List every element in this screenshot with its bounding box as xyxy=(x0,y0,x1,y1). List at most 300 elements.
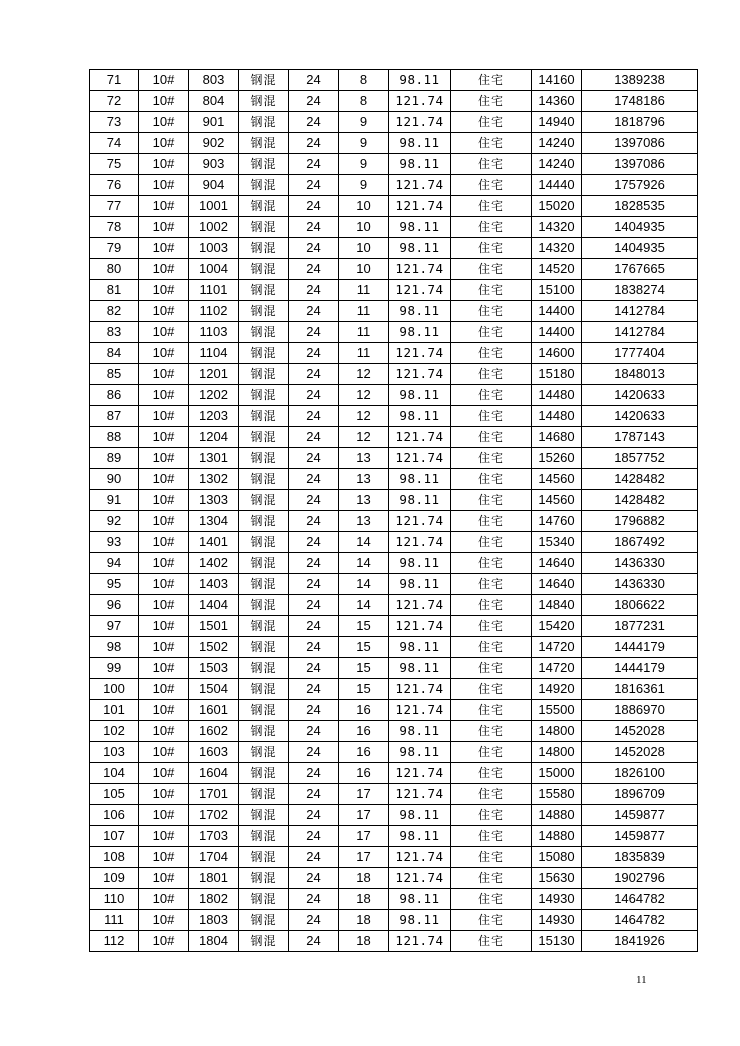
unit-price-cell: 15500 xyxy=(532,700,582,721)
row-index-cell: 102 xyxy=(90,721,139,742)
floor-cell: 15 xyxy=(339,616,389,637)
total-floors-cell: 24 xyxy=(289,490,339,511)
table-row xyxy=(90,91,698,112)
area-cell: 98.11 xyxy=(389,490,451,511)
table-row xyxy=(90,364,698,385)
structure-cell: 钢混 xyxy=(239,70,289,91)
row-index-cell: 78 xyxy=(90,217,139,238)
usage-cell: 住宅 xyxy=(451,910,532,931)
building-cell: 10# xyxy=(139,217,189,238)
floor-cell: 15 xyxy=(339,679,389,700)
table-row xyxy=(90,133,698,154)
area-cell: 121.74 xyxy=(389,259,451,280)
unit-number-cell: 1603 xyxy=(189,742,239,763)
floor-cell: 10 xyxy=(339,238,389,259)
unit-number-cell: 1103 xyxy=(189,322,239,343)
unit-price-cell: 14880 xyxy=(532,805,582,826)
building-cell: 10# xyxy=(139,553,189,574)
unit-price-cell: 15180 xyxy=(532,364,582,385)
usage-cell: 住宅 xyxy=(451,343,532,364)
total-price-cell: 1464782 xyxy=(582,910,698,931)
floor-cell: 18 xyxy=(339,931,389,952)
building-cell: 10# xyxy=(139,532,189,553)
unit-price-cell: 14720 xyxy=(532,637,582,658)
total-price-cell: 1826100 xyxy=(582,763,698,784)
table-row xyxy=(90,889,698,910)
unit-number-cell: 1704 xyxy=(189,847,239,868)
total-floors-cell: 24 xyxy=(289,826,339,847)
usage-cell: 住宅 xyxy=(451,868,532,889)
total-price-cell: 1877231 xyxy=(582,616,698,637)
structure-cell: 钢混 xyxy=(239,217,289,238)
unit-price-cell: 14680 xyxy=(532,427,582,448)
building-cell: 10# xyxy=(139,448,189,469)
unit-number-cell: 1003 xyxy=(189,238,239,259)
structure-cell: 钢混 xyxy=(239,469,289,490)
building-cell: 10# xyxy=(139,70,189,91)
usage-cell: 住宅 xyxy=(451,301,532,322)
structure-cell: 钢混 xyxy=(239,175,289,196)
area-cell: 121.74 xyxy=(389,700,451,721)
building-cell: 10# xyxy=(139,826,189,847)
unit-price-cell: 14440 xyxy=(532,175,582,196)
area-cell: 121.74 xyxy=(389,784,451,805)
usage-cell: 住宅 xyxy=(451,364,532,385)
floor-cell: 9 xyxy=(339,175,389,196)
table-row xyxy=(90,511,698,532)
unit-number-cell: 1004 xyxy=(189,259,239,280)
area-cell: 121.74 xyxy=(389,532,451,553)
total-price-cell: 1436330 xyxy=(582,574,698,595)
unit-number-cell: 1702 xyxy=(189,805,239,826)
unit-price-cell: 14930 xyxy=(532,910,582,931)
total-price-cell: 1397086 xyxy=(582,133,698,154)
row-index-cell: 89 xyxy=(90,448,139,469)
building-cell: 10# xyxy=(139,784,189,805)
unit-number-cell: 1404 xyxy=(189,595,239,616)
row-index-cell: 100 xyxy=(90,679,139,700)
area-cell: 121.74 xyxy=(389,868,451,889)
structure-cell: 钢混 xyxy=(239,931,289,952)
row-index-cell: 83 xyxy=(90,322,139,343)
structure-cell: 钢混 xyxy=(239,259,289,280)
unit-price-cell: 15130 xyxy=(532,931,582,952)
row-index-cell: 98 xyxy=(90,637,139,658)
structure-cell: 钢混 xyxy=(239,532,289,553)
row-index-cell: 91 xyxy=(90,490,139,511)
structure-cell: 钢混 xyxy=(239,364,289,385)
row-index-cell: 106 xyxy=(90,805,139,826)
unit-price-cell: 15580 xyxy=(532,784,582,805)
floor-cell: 18 xyxy=(339,868,389,889)
unit-number-cell: 1302 xyxy=(189,469,239,490)
total-price-cell: 1886970 xyxy=(582,700,698,721)
unit-number-cell: 1202 xyxy=(189,385,239,406)
building-cell: 10# xyxy=(139,574,189,595)
usage-cell: 住宅 xyxy=(451,889,532,910)
table-row xyxy=(90,238,698,259)
floor-cell: 11 xyxy=(339,343,389,364)
table-row xyxy=(90,490,698,511)
total-floors-cell: 24 xyxy=(289,364,339,385)
area-cell: 98.11 xyxy=(389,301,451,322)
area-cell: 98.11 xyxy=(389,826,451,847)
usage-cell: 住宅 xyxy=(451,553,532,574)
unit-number-cell: 1203 xyxy=(189,406,239,427)
usage-cell: 住宅 xyxy=(451,763,532,784)
building-cell: 10# xyxy=(139,427,189,448)
total-floors-cell: 24 xyxy=(289,910,339,931)
structure-cell: 钢混 xyxy=(239,742,289,763)
floor-cell: 9 xyxy=(339,133,389,154)
total-floors-cell: 24 xyxy=(289,595,339,616)
building-cell: 10# xyxy=(139,133,189,154)
total-price-cell: 1857752 xyxy=(582,448,698,469)
unit-number-cell: 1602 xyxy=(189,721,239,742)
row-index-cell: 79 xyxy=(90,238,139,259)
building-cell: 10# xyxy=(139,154,189,175)
area-cell: 121.74 xyxy=(389,427,451,448)
unit-price-cell: 14940 xyxy=(532,112,582,133)
row-index-cell: 86 xyxy=(90,385,139,406)
table-row xyxy=(90,910,698,931)
unit-price-cell: 14360 xyxy=(532,91,582,112)
building-cell: 10# xyxy=(139,259,189,280)
unit-number-cell: 904 xyxy=(189,175,239,196)
unit-number-cell: 1802 xyxy=(189,889,239,910)
table-row xyxy=(90,574,698,595)
area-cell: 121.74 xyxy=(389,595,451,616)
area-cell: 98.11 xyxy=(389,406,451,427)
structure-cell: 钢混 xyxy=(239,700,289,721)
building-cell: 10# xyxy=(139,238,189,259)
total-floors-cell: 24 xyxy=(289,616,339,637)
row-index-cell: 104 xyxy=(90,763,139,784)
unit-number-cell: 1104 xyxy=(189,343,239,364)
total-floors-cell: 24 xyxy=(289,637,339,658)
row-index-cell: 105 xyxy=(90,784,139,805)
building-cell: 10# xyxy=(139,322,189,343)
unit-price-cell: 14800 xyxy=(532,742,582,763)
floor-cell: 16 xyxy=(339,721,389,742)
building-cell: 10# xyxy=(139,196,189,217)
table-row xyxy=(90,616,698,637)
area-cell: 98.11 xyxy=(389,469,451,490)
floor-cell: 9 xyxy=(339,154,389,175)
building-cell: 10# xyxy=(139,511,189,532)
unit-price-cell: 14640 xyxy=(532,574,582,595)
unit-number-cell: 1301 xyxy=(189,448,239,469)
unit-price-cell: 14400 xyxy=(532,322,582,343)
row-index-cell: 101 xyxy=(90,700,139,721)
structure-cell: 钢混 xyxy=(239,511,289,532)
area-cell: 121.74 xyxy=(389,763,451,784)
unit-price-cell: 14520 xyxy=(532,259,582,280)
unit-price-cell: 14600 xyxy=(532,343,582,364)
total-price-cell: 1806622 xyxy=(582,595,698,616)
table-row xyxy=(90,112,698,133)
table-row xyxy=(90,637,698,658)
structure-cell: 钢混 xyxy=(239,406,289,427)
unit-price-cell: 14400 xyxy=(532,301,582,322)
table-row xyxy=(90,406,698,427)
building-cell: 10# xyxy=(139,175,189,196)
unit-number-cell: 1803 xyxy=(189,910,239,931)
area-cell: 98.11 xyxy=(389,805,451,826)
total-price-cell: 1777404 xyxy=(582,343,698,364)
table-row xyxy=(90,217,698,238)
structure-cell: 钢混 xyxy=(239,868,289,889)
floor-cell: 14 xyxy=(339,553,389,574)
usage-cell: 住宅 xyxy=(451,658,532,679)
unit-price-cell: 14930 xyxy=(532,889,582,910)
unit-price-cell: 14560 xyxy=(532,469,582,490)
structure-cell: 钢混 xyxy=(239,91,289,112)
table-row xyxy=(90,469,698,490)
structure-cell: 钢混 xyxy=(239,805,289,826)
building-cell: 10# xyxy=(139,931,189,952)
row-index-cell: 84 xyxy=(90,343,139,364)
structure-cell: 钢混 xyxy=(239,154,289,175)
total-price-cell: 1787143 xyxy=(582,427,698,448)
floor-cell: 11 xyxy=(339,280,389,301)
area-cell: 121.74 xyxy=(389,175,451,196)
area-cell: 98.11 xyxy=(389,385,451,406)
floor-cell: 11 xyxy=(339,301,389,322)
structure-cell: 钢混 xyxy=(239,910,289,931)
floor-cell: 17 xyxy=(339,784,389,805)
row-index-cell: 112 xyxy=(90,931,139,952)
table-row xyxy=(90,427,698,448)
usage-cell: 住宅 xyxy=(451,931,532,952)
structure-cell: 钢混 xyxy=(239,826,289,847)
structure-cell: 钢混 xyxy=(239,427,289,448)
usage-cell: 住宅 xyxy=(451,511,532,532)
table-row xyxy=(90,721,698,742)
total-price-cell: 1452028 xyxy=(582,742,698,763)
area-cell: 98.11 xyxy=(389,553,451,574)
unit-price-cell: 14640 xyxy=(532,553,582,574)
building-cell: 10# xyxy=(139,742,189,763)
structure-cell: 钢混 xyxy=(239,658,289,679)
total-price-cell: 1428482 xyxy=(582,469,698,490)
total-price-cell: 1444179 xyxy=(582,658,698,679)
unit-price-cell: 15000 xyxy=(532,763,582,784)
page-number: 11 xyxy=(636,974,647,986)
row-index-cell: 99 xyxy=(90,658,139,679)
unit-price-cell: 15020 xyxy=(532,196,582,217)
row-index-cell: 87 xyxy=(90,406,139,427)
row-index-cell: 77 xyxy=(90,196,139,217)
total-price-cell: 1828535 xyxy=(582,196,698,217)
total-price-cell: 1896709 xyxy=(582,784,698,805)
usage-cell: 住宅 xyxy=(451,826,532,847)
floor-cell: 12 xyxy=(339,364,389,385)
total-floors-cell: 24 xyxy=(289,406,339,427)
unit-price-cell: 14480 xyxy=(532,385,582,406)
row-index-cell: 111 xyxy=(90,910,139,931)
building-cell: 10# xyxy=(139,847,189,868)
row-index-cell: 107 xyxy=(90,826,139,847)
unit-number-cell: 1703 xyxy=(189,826,239,847)
total-floors-cell: 24 xyxy=(289,574,339,595)
total-price-cell: 1767665 xyxy=(582,259,698,280)
usage-cell: 住宅 xyxy=(451,679,532,700)
total-floors-cell: 24 xyxy=(289,448,339,469)
floor-cell: 16 xyxy=(339,742,389,763)
total-floors-cell: 24 xyxy=(289,427,339,448)
usage-cell: 住宅 xyxy=(451,91,532,112)
unit-price-cell: 15420 xyxy=(532,616,582,637)
usage-cell: 住宅 xyxy=(451,574,532,595)
total-floors-cell: 24 xyxy=(289,133,339,154)
building-cell: 10# xyxy=(139,763,189,784)
structure-cell: 钢混 xyxy=(239,553,289,574)
unit-number-cell: 1503 xyxy=(189,658,239,679)
structure-cell: 钢混 xyxy=(239,448,289,469)
row-index-cell: 73 xyxy=(90,112,139,133)
row-index-cell: 71 xyxy=(90,70,139,91)
building-cell: 10# xyxy=(139,343,189,364)
unit-number-cell: 903 xyxy=(189,154,239,175)
area-cell: 121.74 xyxy=(389,280,451,301)
unit-number-cell: 1801 xyxy=(189,868,239,889)
area-cell: 98.11 xyxy=(389,889,451,910)
building-cell: 10# xyxy=(139,805,189,826)
unit-number-cell: 1303 xyxy=(189,490,239,511)
usage-cell: 住宅 xyxy=(451,175,532,196)
total-price-cell: 1404935 xyxy=(582,217,698,238)
total-floors-cell: 24 xyxy=(289,553,339,574)
unit-price-cell: 14560 xyxy=(532,490,582,511)
structure-cell: 钢混 xyxy=(239,343,289,364)
usage-cell: 住宅 xyxy=(451,238,532,259)
total-price-cell: 1838274 xyxy=(582,280,698,301)
unit-price-cell: 14800 xyxy=(532,721,582,742)
structure-cell: 钢混 xyxy=(239,301,289,322)
unit-number-cell: 1604 xyxy=(189,763,239,784)
area-cell: 121.74 xyxy=(389,91,451,112)
area-cell: 98.11 xyxy=(389,742,451,763)
table-row xyxy=(90,658,698,679)
total-price-cell: 1389238 xyxy=(582,70,698,91)
unit-number-cell: 1504 xyxy=(189,679,239,700)
total-price-cell: 1436330 xyxy=(582,553,698,574)
structure-cell: 钢混 xyxy=(239,112,289,133)
building-cell: 10# xyxy=(139,637,189,658)
building-cell: 10# xyxy=(139,721,189,742)
unit-number-cell: 1502 xyxy=(189,637,239,658)
table-row xyxy=(90,280,698,301)
total-price-cell: 1420633 xyxy=(582,385,698,406)
floor-cell: 11 xyxy=(339,322,389,343)
floor-cell: 14 xyxy=(339,595,389,616)
floor-cell: 18 xyxy=(339,889,389,910)
table-row xyxy=(90,763,698,784)
floor-cell: 14 xyxy=(339,532,389,553)
row-index-cell: 75 xyxy=(90,154,139,175)
floor-cell: 12 xyxy=(339,385,389,406)
usage-cell: 住宅 xyxy=(451,490,532,511)
building-cell: 10# xyxy=(139,112,189,133)
unit-number-cell: 1102 xyxy=(189,301,239,322)
row-index-cell: 96 xyxy=(90,595,139,616)
floor-cell: 17 xyxy=(339,847,389,868)
unit-price-cell: 14320 xyxy=(532,238,582,259)
total-floors-cell: 24 xyxy=(289,196,339,217)
unit-number-cell: 804 xyxy=(189,91,239,112)
total-floors-cell: 24 xyxy=(289,700,339,721)
structure-cell: 钢混 xyxy=(239,679,289,700)
usage-cell: 住宅 xyxy=(451,847,532,868)
total-floors-cell: 24 xyxy=(289,112,339,133)
usage-cell: 住宅 xyxy=(451,784,532,805)
total-price-cell: 1902796 xyxy=(582,868,698,889)
area-cell: 98.11 xyxy=(389,658,451,679)
usage-cell: 住宅 xyxy=(451,637,532,658)
table-row xyxy=(90,343,698,364)
table-body xyxy=(90,70,698,952)
total-price-cell: 1816361 xyxy=(582,679,698,700)
usage-cell: 住宅 xyxy=(451,532,532,553)
floor-cell: 13 xyxy=(339,469,389,490)
total-price-cell: 1841926 xyxy=(582,931,698,952)
area-cell: 98.11 xyxy=(389,637,451,658)
floor-cell: 15 xyxy=(339,658,389,679)
total-floors-cell: 24 xyxy=(289,280,339,301)
table-row xyxy=(90,259,698,280)
usage-cell: 住宅 xyxy=(451,721,532,742)
area-cell: 121.74 xyxy=(389,112,451,133)
structure-cell: 钢混 xyxy=(239,595,289,616)
usage-cell: 住宅 xyxy=(451,805,532,826)
usage-cell: 住宅 xyxy=(451,469,532,490)
table-row xyxy=(90,322,698,343)
structure-cell: 钢混 xyxy=(239,133,289,154)
row-index-cell: 110 xyxy=(90,889,139,910)
structure-cell: 钢混 xyxy=(239,847,289,868)
total-price-cell: 1459877 xyxy=(582,805,698,826)
total-floors-cell: 24 xyxy=(289,259,339,280)
row-index-cell: 108 xyxy=(90,847,139,868)
floor-cell: 8 xyxy=(339,91,389,112)
total-price-cell: 1835839 xyxy=(582,847,698,868)
usage-cell: 住宅 xyxy=(451,112,532,133)
floor-cell: 12 xyxy=(339,427,389,448)
table-row xyxy=(90,175,698,196)
table-row xyxy=(90,805,698,826)
floor-cell: 15 xyxy=(339,637,389,658)
usage-cell: 住宅 xyxy=(451,154,532,175)
unit-number-cell: 1204 xyxy=(189,427,239,448)
total-floors-cell: 24 xyxy=(289,763,339,784)
unit-price-cell: 14320 xyxy=(532,217,582,238)
building-cell: 10# xyxy=(139,595,189,616)
unit-number-cell: 901 xyxy=(189,112,239,133)
area-cell: 98.11 xyxy=(389,721,451,742)
building-cell: 10# xyxy=(139,700,189,721)
area-cell: 121.74 xyxy=(389,511,451,532)
total-floors-cell: 24 xyxy=(289,805,339,826)
total-floors-cell: 24 xyxy=(289,868,339,889)
table-row xyxy=(90,700,698,721)
table-row xyxy=(90,70,698,91)
table-row xyxy=(90,154,698,175)
usage-cell: 住宅 xyxy=(451,385,532,406)
total-floors-cell: 24 xyxy=(289,343,339,364)
building-cell: 10# xyxy=(139,364,189,385)
unit-number-cell: 1403 xyxy=(189,574,239,595)
